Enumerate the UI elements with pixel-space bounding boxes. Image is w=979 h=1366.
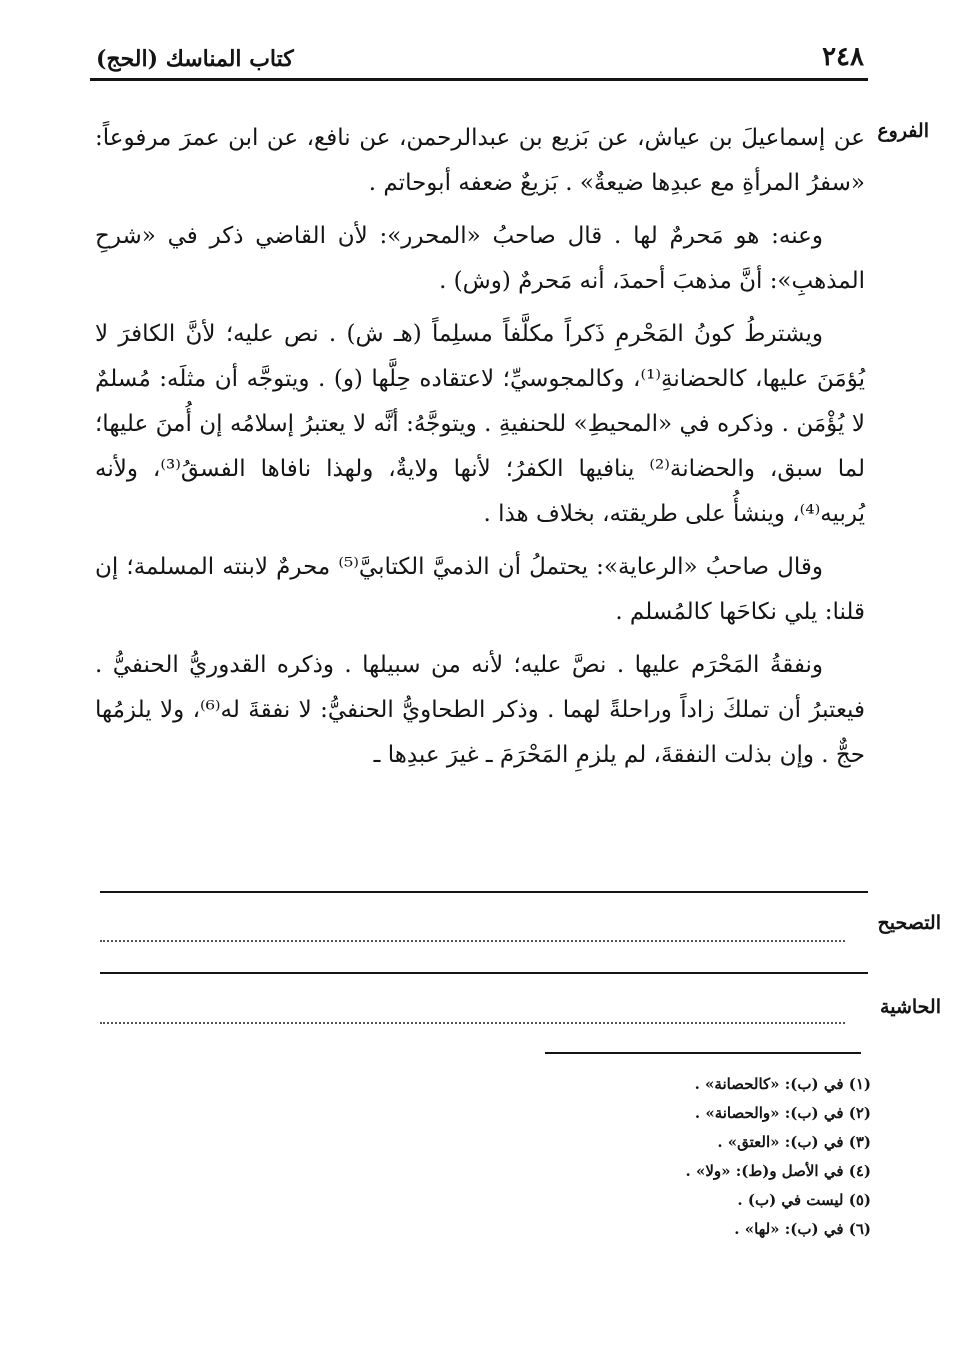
footnotes	[371, 1070, 871, 1244]
paragraph-2: وعنه: هو مَحرمٌ لها . قال صاحبُ «المحرر»: لأن القاضي ذكر في «شرحِ المذهبِ»: أنَّ مذهبَ أحمدَ، أنه مَحرمٌ (وش) .	[95, 223, 865, 294]
paragraph-4: وقال صاحبُ «الرعاية»: يحتملُ أن الذميَّ الكتابيَّ⁽⁵⁾ محرمٌ لابنته المسلمة؛ إن قلنا: يلي نكاحَها كالمُسلم .	[95, 554, 865, 625]
page-header	[90, 42, 868, 76]
hashiya-dotted-line	[100, 1010, 845, 1024]
footnote-1: (١) في (ب): «كالحصانة» .	[694, 1075, 871, 1093]
footnote-5: (٥) ليست في (ب) .	[737, 1191, 871, 1209]
paragraph-1: عن إسماعيلَ بن عياش، عن بَزيع بن عبدالرحمن، عن نافع، عن ابن عمرَ مرفوعاً: «سفرُ المرأةِ مع عبدِها ضيعةٌ» . بَزيعٌ ضعفه أبوحاتم .	[95, 125, 865, 196]
side-label-tashih: التصحيح	[877, 912, 941, 934]
tashih-dotted-line	[100, 928, 845, 942]
side-label-hashiya: الحاشية	[880, 996, 941, 1018]
footnote-3: (٣) في (ب): «العتق» .	[717, 1133, 871, 1151]
side-label-furu: الفروع	[877, 120, 929, 142]
page-number: ٢٤٨	[822, 42, 864, 72]
footnote-2: (٢) في (ب): «والحصانة» .	[694, 1104, 871, 1122]
text-bottom-rule	[100, 891, 868, 893]
footnote-6: (٦) في (ب): «لها» .	[734, 1220, 871, 1238]
footnote-rule	[545, 1052, 861, 1054]
footnote-4: (٤) في الأصل و(ط): «ولا» .	[685, 1162, 871, 1180]
section-rule	[100, 972, 868, 974]
running-title: كتاب المناسك (الحج)	[96, 46, 294, 72]
header-rule	[90, 78, 868, 81]
main-text	[95, 116, 865, 786]
paragraph-3: ويشترطُ كونُ المَحْرمِ ذَكراً مكلَّفاً مسلِماً (هـ ش) . نص عليه؛ لأنَّ الكافرَ لا يُؤمَنَ عليها، كالحضانةِ⁽¹⁾، وكالمجوسيِّ؛ لاعتقاده حِلَّها (و) . ويتوجَّه أن مثلَه: مُسلمٌ لا يُؤْمَن . وذكره في «المحيطِ» للحنفيةِ . ويتوجَّهُ: أنَّه لا يعتبرُ إسلامُه إن أُمنَ عليها؛ لما سبق، والحضانة⁽²⁾ ينافيها الكفرُ؛ لأنها ولايةٌ، ولهذا نافاها الفسقُ⁽³⁾، ولأنه يُربيه⁽⁴⁾، وينشأُ على طريقته، بخلاف هذا .	[95, 321, 866, 527]
paragraph-5: ونفقةُ المَحْرَم عليها . نصَّ عليه؛ لأنه من سبيلها . وذكره القدوريُّ الحنفيُّ . فيعتبرُ أن تملكَ زاداً وراحلةً لهما . وذكر الطحاويُّ الحنفيُّ: لا نفقةَ له⁽⁶⁾، ولا يلزمُها حجٌّ . وإن بذلت النفقةَ، لم يلزمِ المَحْرَمَ ـ غيرَ عبدِها ـ	[95, 652, 865, 768]
